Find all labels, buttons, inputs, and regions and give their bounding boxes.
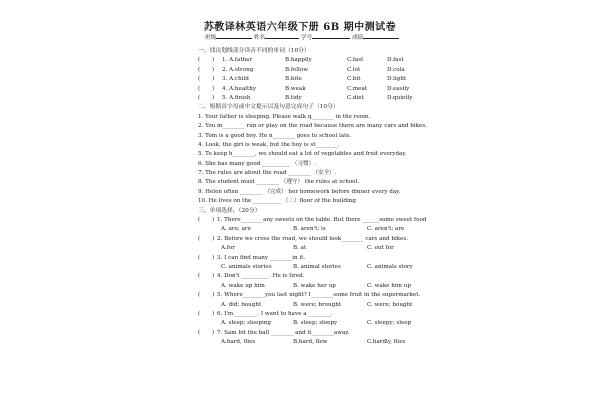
class-label: 班级 bbox=[205, 35, 217, 41]
answer-paren-open[interactable]: ( bbox=[198, 217, 201, 224]
option-c: C.lot bbox=[347, 66, 361, 73]
option-d: D.cola bbox=[387, 66, 405, 73]
exam-content bbox=[198, 47, 438, 348]
name-label: 姓名 bbox=[253, 35, 266, 41]
option-a: A. sleep; sleeping bbox=[221, 320, 271, 327]
fill-in-sentence: 5. To keep h________, we should eat a lot of vegetables and fruit everyday. bbox=[198, 151, 407, 158]
answer-paren-close: ) bbox=[212, 57, 215, 64]
answer-paren-open[interactable]: ( bbox=[198, 310, 201, 317]
answer-paren-close: ) bbox=[212, 254, 215, 261]
option-b: B. wake her up bbox=[293, 282, 336, 289]
section2-list bbox=[198, 113, 438, 207]
number-label: 学号 bbox=[300, 35, 313, 41]
option-d: D.light bbox=[387, 76, 407, 83]
option-b: B.hard, flew bbox=[293, 339, 328, 346]
option-c: C. animals story bbox=[367, 263, 413, 270]
mc-options bbox=[198, 319, 438, 328]
option-b: B.weak bbox=[285, 85, 306, 92]
option-a: 4. A.healthy bbox=[222, 85, 256, 92]
option-a: C. animals stories bbox=[221, 263, 272, 270]
mc-options bbox=[198, 282, 438, 291]
fill-in-sentence: 7. The rules are about the road ________ （安全）. bbox=[198, 170, 337, 177]
section2-heading: 二、根据首字母或中文提示以及句意完成句子（10分） bbox=[198, 104, 339, 111]
answer-paren-close: ) bbox=[212, 329, 215, 336]
answer-paren-open[interactable]: ( bbox=[198, 273, 201, 280]
mc-options bbox=[198, 263, 438, 272]
question-row bbox=[198, 75, 438, 84]
question-text: 2. Before we cross the road, we should look________ cars and bikes. bbox=[217, 235, 409, 242]
option-b: B.bite bbox=[285, 76, 302, 83]
mc-options bbox=[198, 225, 438, 234]
option-c: C.diet bbox=[347, 94, 364, 101]
question-row bbox=[198, 56, 438, 65]
section1-list bbox=[198, 56, 438, 103]
fill-in-sentence: 1. Your father is sleeping. Please walk q________ in the room. bbox=[198, 113, 371, 120]
option-a: A. wake up him bbox=[221, 282, 265, 289]
answer-paren-close: ) bbox=[212, 76, 215, 83]
mc-question bbox=[198, 235, 438, 244]
option-a: 2. A.strong bbox=[222, 66, 254, 73]
answer-paren-close: ) bbox=[212, 66, 215, 73]
score-blank[interactable] bbox=[363, 33, 399, 39]
question-text: 4. Don't __________. He is tired. bbox=[217, 273, 305, 280]
question-text: 3. I can find many ________in it. bbox=[217, 254, 306, 261]
answer-paren-open[interactable]: ( bbox=[198, 329, 201, 336]
question-text: 1. There________any sweets on the table. But there ______some sweet food bbox=[217, 217, 427, 224]
option-c: C. out for bbox=[367, 245, 394, 252]
mc-options bbox=[198, 338, 438, 347]
score-label: 成绩 bbox=[351, 35, 364, 41]
fill-in-sentence: 8. The student must ________ （遵守） the rules at school. bbox=[198, 179, 360, 186]
fill-in-sentence: 6. She has many good __________ （习惯）. bbox=[198, 160, 316, 167]
option-b: B.tidy bbox=[285, 94, 302, 101]
fill-in-sentence: 9. Helen often ________ （完成） her homework before dinner every day. bbox=[198, 188, 401, 195]
option-b: B. aren't; is bbox=[293, 226, 326, 233]
fill-in-sentence: 10. He lives on the __________ （二）floor of the building bbox=[198, 198, 356, 205]
class-blank[interactable] bbox=[216, 33, 252, 39]
answer-paren-open[interactable]: ( bbox=[198, 85, 201, 92]
answer-paren-close: ) bbox=[212, 94, 215, 101]
fill-in-sentence: 4. Look, the girl is weak, but the boy is st________. bbox=[198, 141, 340, 148]
option-c: C.hardly, flies bbox=[367, 339, 406, 346]
student-info-row bbox=[205, 33, 399, 41]
mc-question bbox=[198, 216, 438, 225]
question-text: 5. Where________you last night? I________some fruit in the supermarket. bbox=[217, 292, 421, 299]
option-c: C. wake him up bbox=[367, 282, 411, 289]
mc-question bbox=[198, 291, 438, 300]
answer-paren-open[interactable]: ( bbox=[198, 254, 201, 261]
mc-options bbox=[198, 301, 438, 310]
option-b: B. sleep; sleepy bbox=[293, 320, 338, 327]
answer-paren-close: ) bbox=[212, 85, 215, 92]
option-a: A.hard, flies bbox=[221, 339, 256, 346]
answer-paren-open[interactable]: ( bbox=[198, 57, 201, 64]
fill-in-sentence: 3. Tom is a good boy. He n________ goes to school late. bbox=[198, 132, 352, 139]
option-d: D.easily bbox=[387, 85, 410, 92]
mc-question bbox=[198, 310, 438, 319]
fill-in-sentence: 2. You m________ run or play on the road because there are many cars and bikes. bbox=[198, 123, 427, 130]
option-b: B. were; brought bbox=[293, 301, 342, 308]
answer-paren-close: ) bbox=[212, 235, 215, 242]
option-a: A. did; bought bbox=[221, 301, 262, 308]
question-text: 6. I'm ________. I want to have a ________. bbox=[217, 310, 333, 317]
option-b: B.fellow bbox=[285, 66, 309, 73]
answer-paren-open[interactable]: ( bbox=[198, 76, 201, 83]
answer-paren-close: ) bbox=[212, 310, 215, 317]
answer-paren-open[interactable]: ( bbox=[198, 235, 201, 242]
option-a: 3. A.child bbox=[222, 76, 249, 83]
option-a: A.for bbox=[221, 245, 235, 252]
section1-heading: 一、找出划线部分读音不同的单词（10分） bbox=[198, 48, 310, 54]
option-b: B. at bbox=[293, 245, 307, 252]
answer-paren-open[interactable]: ( bbox=[198, 94, 201, 101]
option-b: B.happily bbox=[285, 57, 312, 64]
option-d: D.quietly bbox=[387, 94, 413, 101]
mc-question bbox=[198, 272, 438, 281]
question-row bbox=[198, 94, 438, 103]
answer-paren-close: ) bbox=[212, 217, 215, 224]
section3-heading: 三、单项选择。（20分） bbox=[198, 207, 261, 214]
question-row bbox=[198, 85, 438, 94]
option-a: A. are; are bbox=[221, 226, 251, 233]
question-row bbox=[198, 66, 438, 75]
page-title: 苏教译林英语六年级下册 6B 期中测试卷 bbox=[203, 22, 397, 33]
mc-options bbox=[198, 244, 438, 253]
option-c: C. were; bought bbox=[367, 301, 413, 308]
option-c: C.fast bbox=[347, 57, 364, 64]
section3-list bbox=[198, 216, 438, 347]
option-c: C. aren't; are bbox=[367, 226, 405, 233]
answer-paren-open[interactable]: ( bbox=[198, 292, 201, 299]
mc-question bbox=[198, 254, 438, 263]
number-blank[interactable] bbox=[312, 33, 350, 39]
option-c: C.meat bbox=[347, 85, 368, 92]
name-blank[interactable] bbox=[265, 33, 299, 39]
option-b: B. animal stories bbox=[293, 263, 341, 270]
option-c: C.bit bbox=[347, 76, 361, 83]
option-a: 5. A.finish bbox=[222, 94, 251, 101]
question-text: 7. Sam hit the ball ________ and it________away. bbox=[217, 329, 350, 336]
answer-paren-close: ) bbox=[212, 273, 215, 280]
option-c: C. sleepy; sleep bbox=[367, 320, 412, 327]
option-d: D.fast bbox=[387, 57, 404, 64]
answer-paren-close: ) bbox=[212, 292, 215, 299]
mc-question bbox=[198, 329, 438, 338]
answer-paren-open[interactable]: ( bbox=[198, 66, 201, 73]
option-a: 1. A.father bbox=[222, 57, 253, 64]
